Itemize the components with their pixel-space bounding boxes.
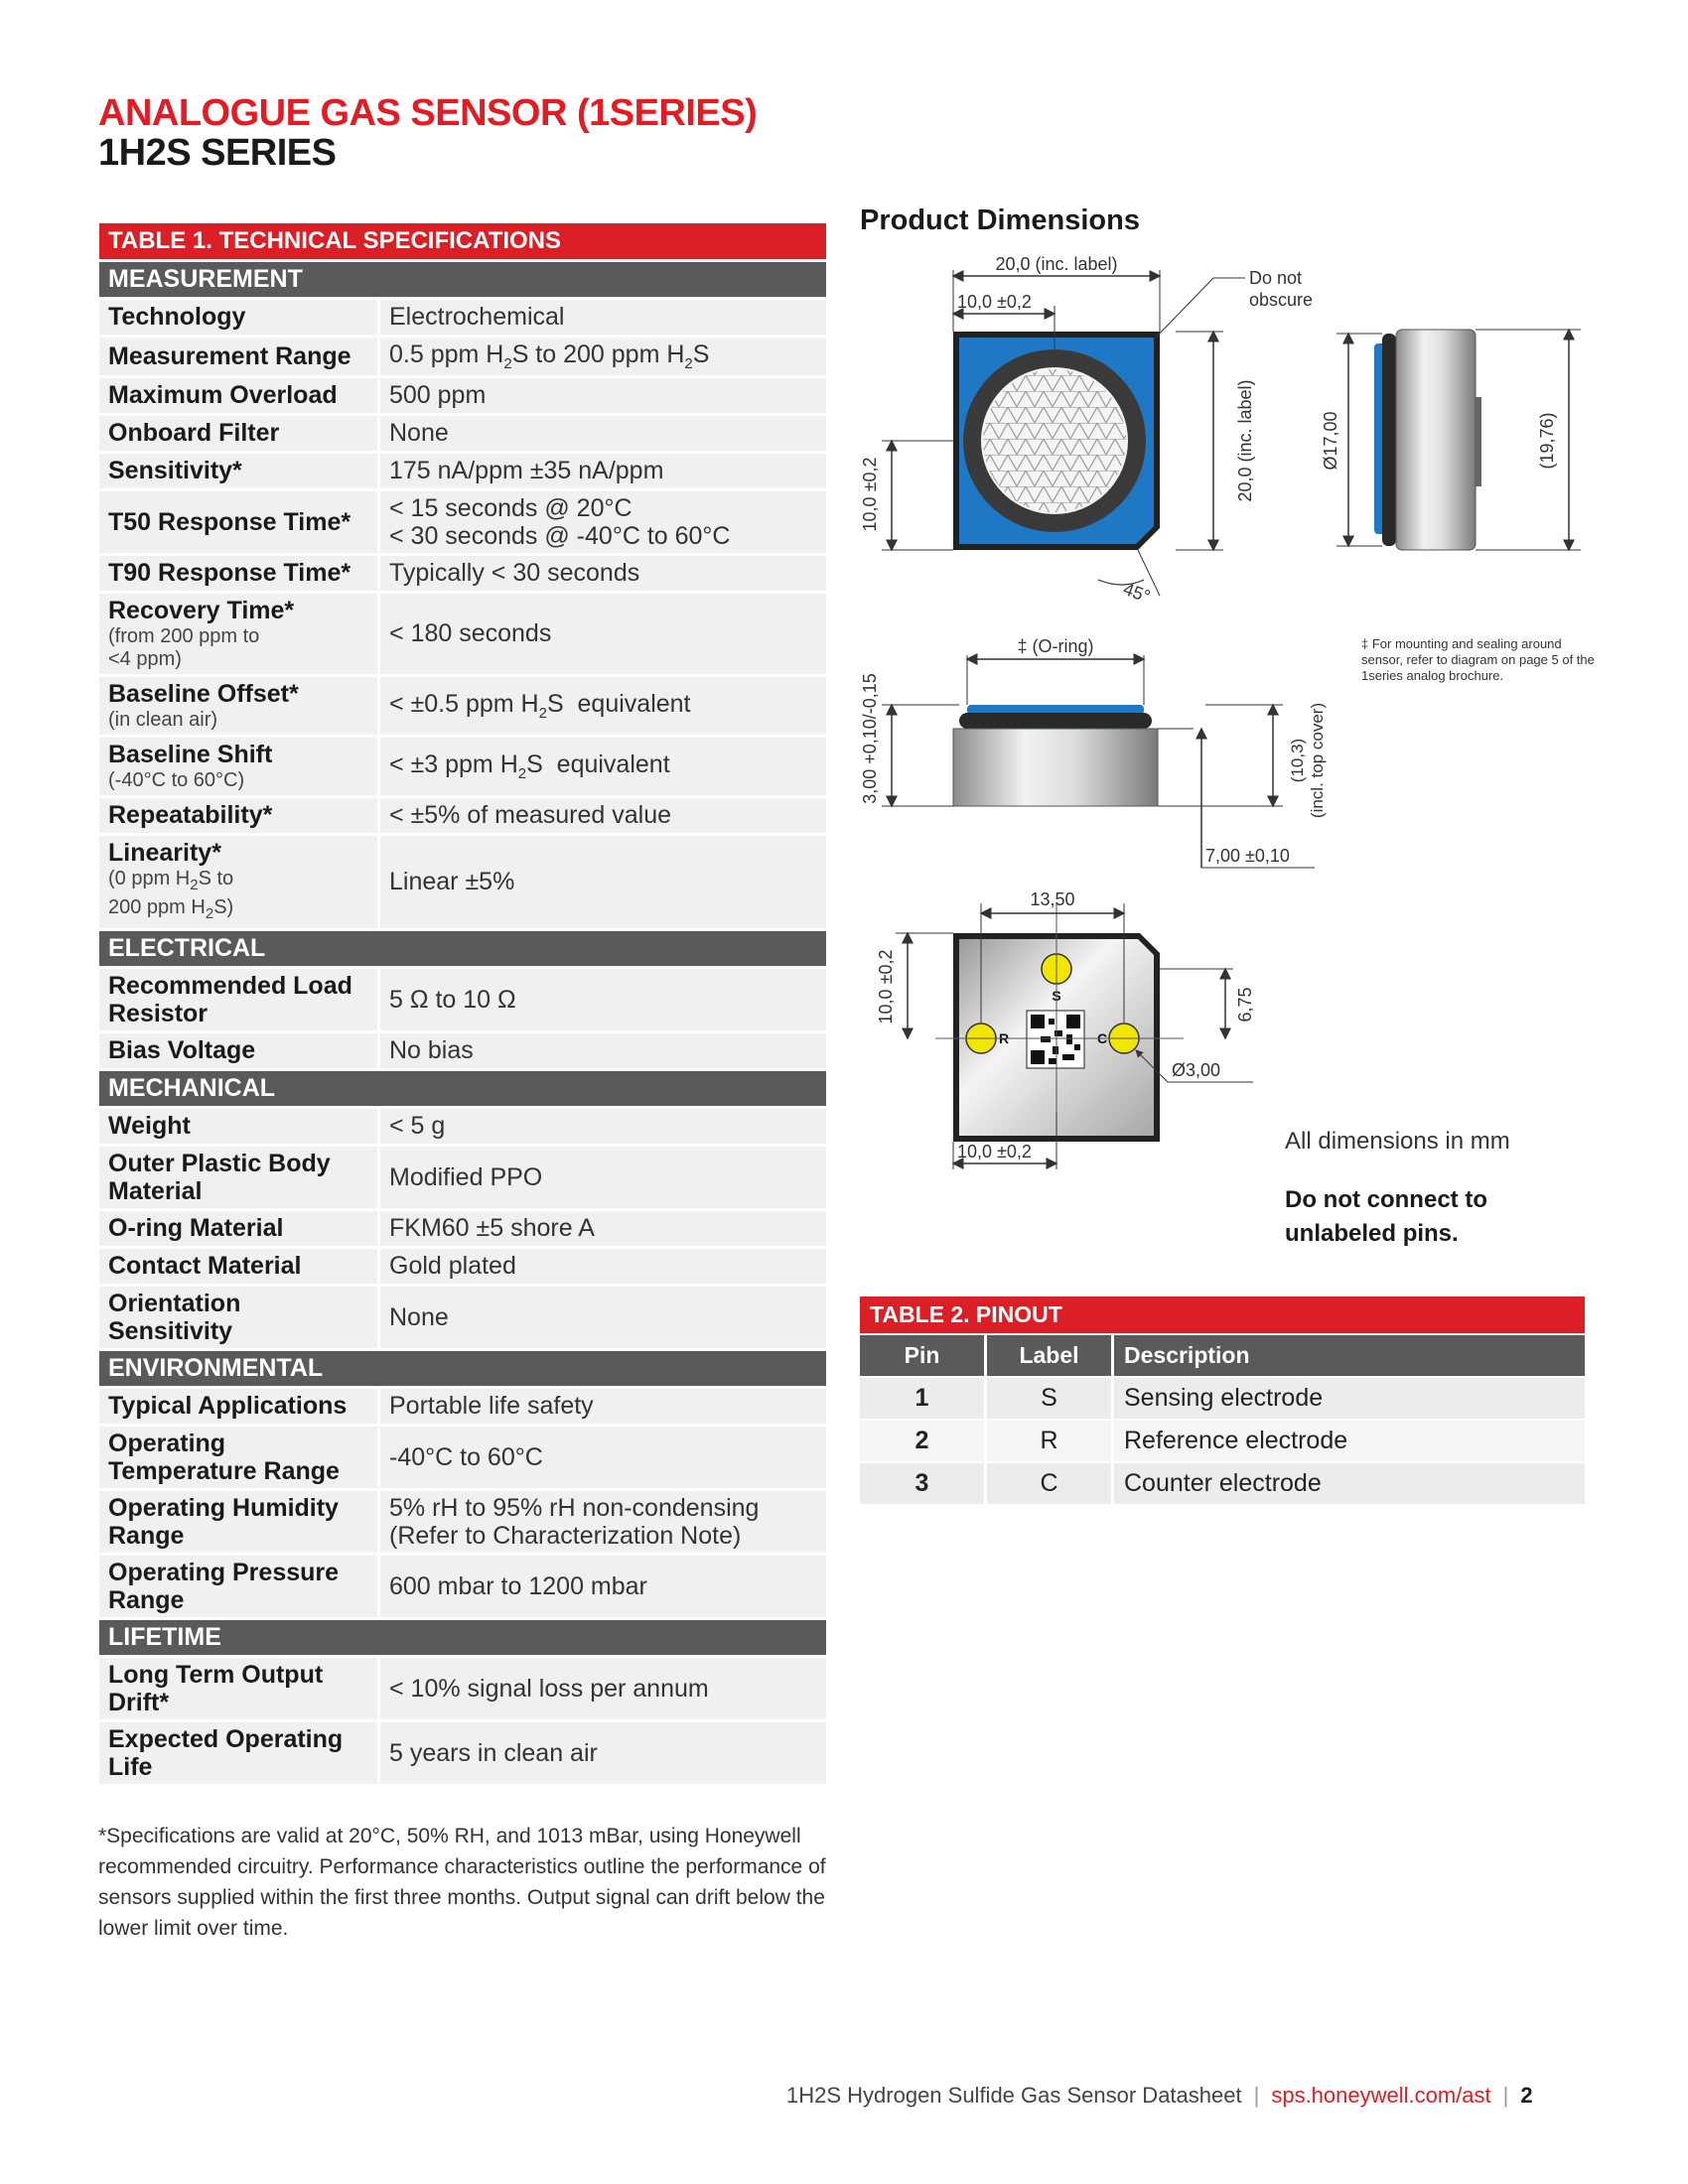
value-part: S	[692, 341, 710, 368]
pin-number: 2	[860, 1421, 984, 1461]
label-main: Baseline Offset*	[108, 680, 299, 708]
all-dimensions-note: All dimensions in mm	[1285, 1128, 1510, 1155]
dim-bottom-width: 13,50	[1030, 889, 1075, 909]
section-row	[99, 262, 826, 297]
sub-part: S)	[213, 896, 234, 918]
spec-label	[99, 1147, 377, 1208]
spec-value: 5 years in clean air	[377, 1722, 826, 1784]
spec-label: Typical Applications	[99, 1389, 377, 1424]
subscript: 2	[684, 355, 693, 372]
spec-value: -40°C to 60°C	[377, 1427, 826, 1488]
spec-label	[99, 1658, 377, 1719]
dim-bottom-half: 10,0 ±0,2	[957, 1142, 1032, 1161]
footnote: *Specifications are valid at 20°C, 50% RH, and 1013 mBar, using Honeywell recommended circuitry. Performance characteristics outline the performance of sensors supplied within the first three months. Output signal can drift below the lower limit over time.	[98, 1825, 826, 1940]
label-line: Drift*	[108, 1689, 170, 1716]
section-row	[99, 931, 826, 966]
pin-label: S	[984, 1378, 1111, 1419]
spec-label: Maximum Overload	[99, 378, 377, 413]
spec-label	[99, 1427, 377, 1488]
label-line: Life	[108, 1753, 153, 1781]
spec-value: Modified PPO	[377, 1147, 826, 1208]
page-footer	[786, 2083, 1533, 2109]
dim-angle: 45°	[1120, 578, 1154, 608]
subscript: 2	[538, 705, 547, 722]
spec-value	[377, 338, 826, 375]
value-part: S equivalent	[526, 751, 670, 778]
spec-row	[99, 454, 826, 488]
spec-row	[99, 969, 826, 1030]
subscript: 2	[503, 355, 512, 372]
mounting-note: ‡ For mounting and sealing around sensor, refer to diagram on page 5 of the 1series analog brochure.	[1361, 636, 1595, 683]
subscript: 2	[517, 765, 527, 782]
spec-label: Bias Voltage	[99, 1033, 377, 1068]
subscript: 2	[190, 877, 199, 893]
label-sub: (from 200 ppm to	[108, 625, 260, 647]
footer-separator: |	[1253, 2083, 1260, 2108]
do-not-obscure-2: obscure	[1249, 290, 1314, 310]
label-line: Temperature Range	[108, 1457, 340, 1485]
sub-part: S to	[198, 868, 234, 889]
top-mesh	[983, 369, 1126, 512]
spec-table	[99, 220, 826, 1787]
spec-value: 5 Ω to 10 Ω	[377, 969, 826, 1030]
page-number: 2	[1520, 2083, 1533, 2108]
label-line: Outer Plastic Body	[108, 1150, 331, 1177]
footer-url-link[interactable]: sps.honeywell.com/ast	[1271, 2083, 1491, 2108]
pin-number: 3	[860, 1463, 984, 1504]
spec-label	[99, 836, 377, 928]
value-line: (Refer to Characterization Note)	[389, 1522, 742, 1550]
label-line: Operating Humidity	[108, 1494, 339, 1522]
spec-label	[99, 1491, 377, 1553]
spec-row	[99, 677, 826, 735]
title-line-1: ANALOGUE GAS SENSOR (1SERIES)	[98, 92, 758, 134]
spec-value: Typically < 30 seconds	[377, 556, 826, 591]
pin-description: Sensing electrode	[1111, 1378, 1585, 1419]
product-dimensions-title: Product Dimensions	[860, 205, 1140, 236]
spec-value: FKM60 ±5 shore A	[377, 1211, 826, 1246]
header-description: Description	[1111, 1335, 1585, 1376]
value-line: < 15 seconds @ 20°C	[389, 494, 633, 522]
spec-row	[99, 1556, 826, 1617]
subscript: 2	[205, 905, 214, 922]
spec-value	[377, 1491, 826, 1553]
section-measurement: MEASUREMENT	[99, 262, 826, 297]
side-view-middle	[860, 636, 1327, 868]
do-not-obscure-1: Do not	[1249, 268, 1303, 288]
spec-row	[99, 1658, 826, 1719]
section-electrical: ELECTRICAL	[99, 931, 826, 966]
dim-side-total-1: (10,3)	[1288, 738, 1307, 783]
spec-value: None	[377, 1287, 826, 1348]
label-sub: (-40°C to 60°C)	[108, 769, 245, 791]
spec-row	[99, 1147, 826, 1208]
spec-row	[99, 338, 826, 375]
section-mechanical: MECHANICAL	[99, 1071, 826, 1106]
spec-label: Sensitivity*	[99, 454, 377, 488]
label-line: Expected Operating	[108, 1725, 344, 1753]
spec-row	[99, 416, 826, 451]
spec-value	[377, 677, 826, 735]
value-line: 5% rH to 95% rH non-condensing	[389, 1494, 760, 1522]
spec-label: T90 Response Time*	[99, 556, 377, 591]
spec-value: 600 mbar to 1200 mbar	[377, 1556, 826, 1617]
spec-label: Onboard Filter	[99, 416, 377, 451]
side-oring	[1382, 334, 1396, 546]
spec-value: None	[377, 416, 826, 451]
spec-row	[99, 1287, 826, 1348]
label-line: Range	[108, 1522, 185, 1550]
pin-number: 1	[860, 1378, 984, 1419]
spec-label	[99, 1556, 377, 1617]
spec-row	[99, 1033, 826, 1068]
spec-value: 175 nA/ppm ±35 nA/ppm	[377, 454, 826, 488]
spec-value: < 180 seconds	[377, 594, 826, 674]
header-pin: Pin	[860, 1335, 984, 1376]
footer-doc-title: 1H2S Hydrogen Sulfide Gas Sensor Datasheet	[786, 2083, 1242, 2108]
pin-description: Reference electrode	[1111, 1421, 1585, 1461]
header-label: Label	[984, 1335, 1111, 1376]
dim-diameter: Ø17,00	[1321, 411, 1340, 471]
spec-value	[377, 738, 826, 795]
label-sub: (in clean air)	[108, 709, 218, 731]
spec-value: Portable life safety	[377, 1389, 826, 1424]
footer-separator: |	[1502, 2083, 1509, 2108]
spec-row	[99, 1722, 826, 1784]
value-part: < ±0.5 ppm H	[389, 690, 539, 718]
table-row	[860, 1421, 1585, 1461]
dim-side-total-2: (incl. top cover)	[1308, 702, 1327, 819]
label-main: Baseline Shift	[108, 741, 273, 768]
spec-label: T50 Response Time*	[99, 491, 377, 553]
value-line: < 30 seconds @ -40°C to 60°C	[389, 522, 731, 550]
spec-label	[99, 969, 377, 1030]
value-part: S equivalent	[546, 690, 691, 718]
dim-left-half: 10,0 ±0,2	[860, 457, 880, 532]
pin-description: Counter electrode	[1111, 1463, 1585, 1504]
unlabeled-pins-warning: Do not connect to unlabeled pins.	[1285, 1186, 1487, 1247]
spec-row	[99, 738, 826, 795]
spec-value: < 5 g	[377, 1109, 826, 1144]
spec-value: < ±5% of measured value	[377, 798, 826, 833]
value-part: 0.5 ppm H	[389, 341, 504, 368]
spec-row	[99, 1427, 826, 1488]
pin-label: R	[984, 1421, 1111, 1461]
dim-side-depth: 7,00 ±0,10	[1205, 846, 1290, 866]
mid-oring	[959, 713, 1152, 729]
side-view-right	[1321, 330, 1581, 550]
mid-can	[953, 729, 1158, 806]
qr-code-icon	[1027, 1011, 1084, 1068]
value-part: < ±3 ppm H	[389, 751, 518, 778]
section-row	[99, 1071, 826, 1106]
spec-value: Gold plated	[377, 1249, 826, 1284]
spec-value: 500 ppm	[377, 378, 826, 413]
dim-bottom-right: 6,75	[1235, 987, 1255, 1023]
label-sub: <4 ppm)	[108, 648, 182, 670]
spec-row	[99, 300, 826, 335]
spec-label: Weight	[99, 1109, 377, 1144]
spec-value: Electrochemical	[377, 300, 826, 335]
dim-bottom-left: 10,0 ±0,2	[876, 949, 896, 1024]
spec-row	[99, 594, 826, 674]
spec-label	[99, 677, 377, 735]
spec-row	[99, 491, 826, 553]
side-can	[1396, 330, 1476, 550]
label-line: Recommended Load	[108, 972, 352, 1000]
spec-value	[377, 491, 826, 553]
pinout-header-row	[860, 1335, 1585, 1376]
bottom-view	[876, 889, 1255, 1169]
label-main: Linearity*	[108, 839, 221, 867]
label-line: Operating	[108, 1430, 226, 1457]
value-part: S to 200 ppm H	[511, 341, 685, 368]
pinout-title-row	[860, 1297, 1585, 1333]
dim-side-tol: 3,00 +0,10/-0,15	[860, 673, 880, 804]
spec-label	[99, 594, 377, 674]
spec-row	[99, 1491, 826, 1553]
label-main: Recovery Time*	[108, 597, 295, 624]
dim-top-half: 10,0 ±0,2	[957, 292, 1032, 312]
pinout-table	[860, 1295, 1585, 1506]
spec-row	[99, 1389, 826, 1424]
spec-label	[99, 1722, 377, 1784]
spec-row	[99, 1249, 826, 1284]
section-lifetime: LIFETIME	[99, 1620, 826, 1655]
pin-s-label: S	[1052, 988, 1061, 1004]
dim-oring: ‡ (O-ring)	[1017, 636, 1094, 656]
label-line: Orientation	[108, 1290, 241, 1317]
top-view	[860, 254, 1313, 607]
spec-row	[99, 1211, 826, 1246]
label-line: Range	[108, 1586, 185, 1614]
dimension-drawings	[856, 248, 1591, 1191]
dim-height-label: 20,0 (inc. label)	[1235, 379, 1255, 502]
pin-r-label: R	[998, 1030, 1010, 1046]
spec-label: Measurement Range	[99, 338, 377, 375]
label-line: Long Term Output	[108, 1661, 324, 1689]
spec-row	[99, 1109, 826, 1144]
spec-table-title-row	[99, 223, 826, 259]
label-line: Sensitivity	[108, 1317, 233, 1345]
title-line-2: 1H2S SERIES	[98, 132, 337, 174]
sub-part: 200 ppm H	[108, 896, 206, 918]
spec-value: < 10% signal loss per annum	[377, 1658, 826, 1719]
label-sub	[108, 896, 368, 925]
spec-table-title: TABLE 1. TECHNICAL SPECIFICATIONS	[99, 223, 826, 259]
table-row	[860, 1463, 1585, 1504]
spec-label	[99, 1287, 377, 1348]
label-line: Material	[108, 1177, 203, 1205]
pin-c-label: C	[1096, 1030, 1108, 1046]
spec-label: Contact Material	[99, 1249, 377, 1284]
spec-label: O-ring Material	[99, 1211, 377, 1246]
label-line: Resistor	[108, 1000, 209, 1027]
label-line: Operating Pressure	[108, 1559, 340, 1586]
dim-side-height: (19,76)	[1537, 412, 1557, 470]
spec-value: No bias	[377, 1033, 826, 1068]
spec-row	[99, 836, 826, 928]
pinout-title: TABLE 2. PINOUT	[860, 1297, 1585, 1333]
spec-row	[99, 378, 826, 413]
spec-label: Repeatability*	[99, 798, 377, 833]
table-row	[860, 1378, 1585, 1419]
section-row	[99, 1351, 826, 1386]
spec-row	[99, 556, 826, 591]
label-sub	[108, 868, 368, 896]
spec-value: Linear ±5%	[377, 836, 826, 928]
spec-row	[99, 798, 826, 833]
spec-label: Technology	[99, 300, 377, 335]
sub-part: (0 ppm H	[108, 868, 191, 889]
pin-label: C	[984, 1463, 1111, 1504]
spec-label	[99, 738, 377, 795]
section-environmental: ENVIRONMENTAL	[99, 1351, 826, 1386]
leader-line	[1154, 278, 1213, 340]
dim-top-width: 20,0 (inc. label)	[995, 254, 1118, 274]
section-row	[99, 1620, 826, 1655]
dim-pin-dia: Ø3,00	[1172, 1060, 1221, 1080]
side-pin	[1476, 397, 1481, 486]
